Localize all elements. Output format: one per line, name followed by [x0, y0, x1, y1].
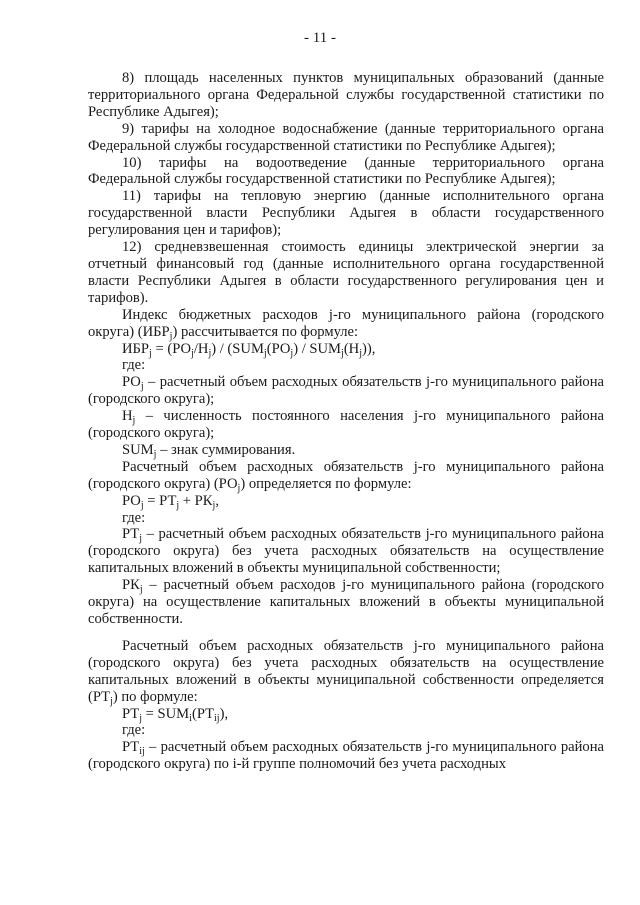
ro-formula: $РО_j = РТ_j + РК_j$, [122, 492, 219, 511]
page-number: - 11 - [304, 30, 336, 46]
ibr-def-n: $Н_j$ – численность постоянного населения j-го муниципального района (городского округа); [88, 408, 604, 442]
list-item-9: 9) тарифы на холодное водоснабжение (данные территориального органа Федеральной службы государственной статистики по Республике Адыгея); [88, 120, 604, 154]
list-item-11: 11) тарифы на тепловую энергию (данные исполнительного органа государственной власти Республики Адыгея в области государственного регулирования цен и тарифов); [88, 188, 604, 239]
rt-where: где: [122, 722, 146, 739]
rt-formula: $РТ_j = SUM_i(РТ_{ij})$, [122, 705, 229, 724]
document-body [88, 70, 604, 773]
ro-def-rt: $РТ_j$ – расчетный объем расходных обязательств j-го муниципального района (городского округа) без учета расходных обязательств на осуществление капитальных вложений в объекты муниципальной собственности; [88, 526, 604, 577]
list-item-12: 12) средневзвешенная стоимость единицы электрической энергии за отчетный финансовый год (данные исполнительного органа государственной власти Республики Адыгея в области государственного регулирования цен и тарифов). [88, 239, 604, 306]
ibr-formula: $ИБР_j = (РО_j/Н_j) / (SUM_j(РО_j) / SUM_j(Н_j))$, [122, 340, 376, 359]
ibr-def-ro: $РО_j$ – расчетный объем расходных обязательств j-го муниципального района (городского округа); [88, 374, 604, 408]
ibr-intro: Индекс бюджетных расходов j-го муниципального района (городского округа) $(ИБР_j)$ рассчитывается по формуле: [88, 306, 604, 342]
ro-where: где: [122, 509, 146, 526]
rt-def-rtij: $РТ_{ij}$ – расчетный объем расходных обязательств j-го муниципального района (городского округа) по i-й группе полномочий без учета расходных [88, 739, 604, 773]
ro-def-rk: $РК_j$ – расчетный объем расходов j-го муниципального района (городского округа) на осуществление капитальных вложений в объекты муниципальной собственности. [88, 577, 604, 627]
ro-intro: Расчетный объем расходных обязательств j-го муниципального района (городского округа) $(РО_j)$ определяется по формуле: [88, 458, 604, 494]
list-item-8: 8) площадь населенных пунктов муниципальных образований (данные территориального органа Федеральной службы государственной статистики по Республике Адыгея); [88, 70, 604, 120]
ibr-def-sum: $SUM_j$ – знак суммирования. [122, 441, 296, 460]
rt-intro: Расчетный объем расходных обязательств j-го муниципального района (городского округа) без учета расходных обязательств на осуществление капитальных вложений в объекты муниципальной собственности определяется $(РТ_j)$ по формуле: [88, 637, 604, 707]
list-item-10: 10) тарифы на водоотведение (данные территориального органа Федеральной службы государственной статистики по Республике Адыгея); [88, 154, 604, 188]
ibr-where: где: [122, 357, 146, 374]
